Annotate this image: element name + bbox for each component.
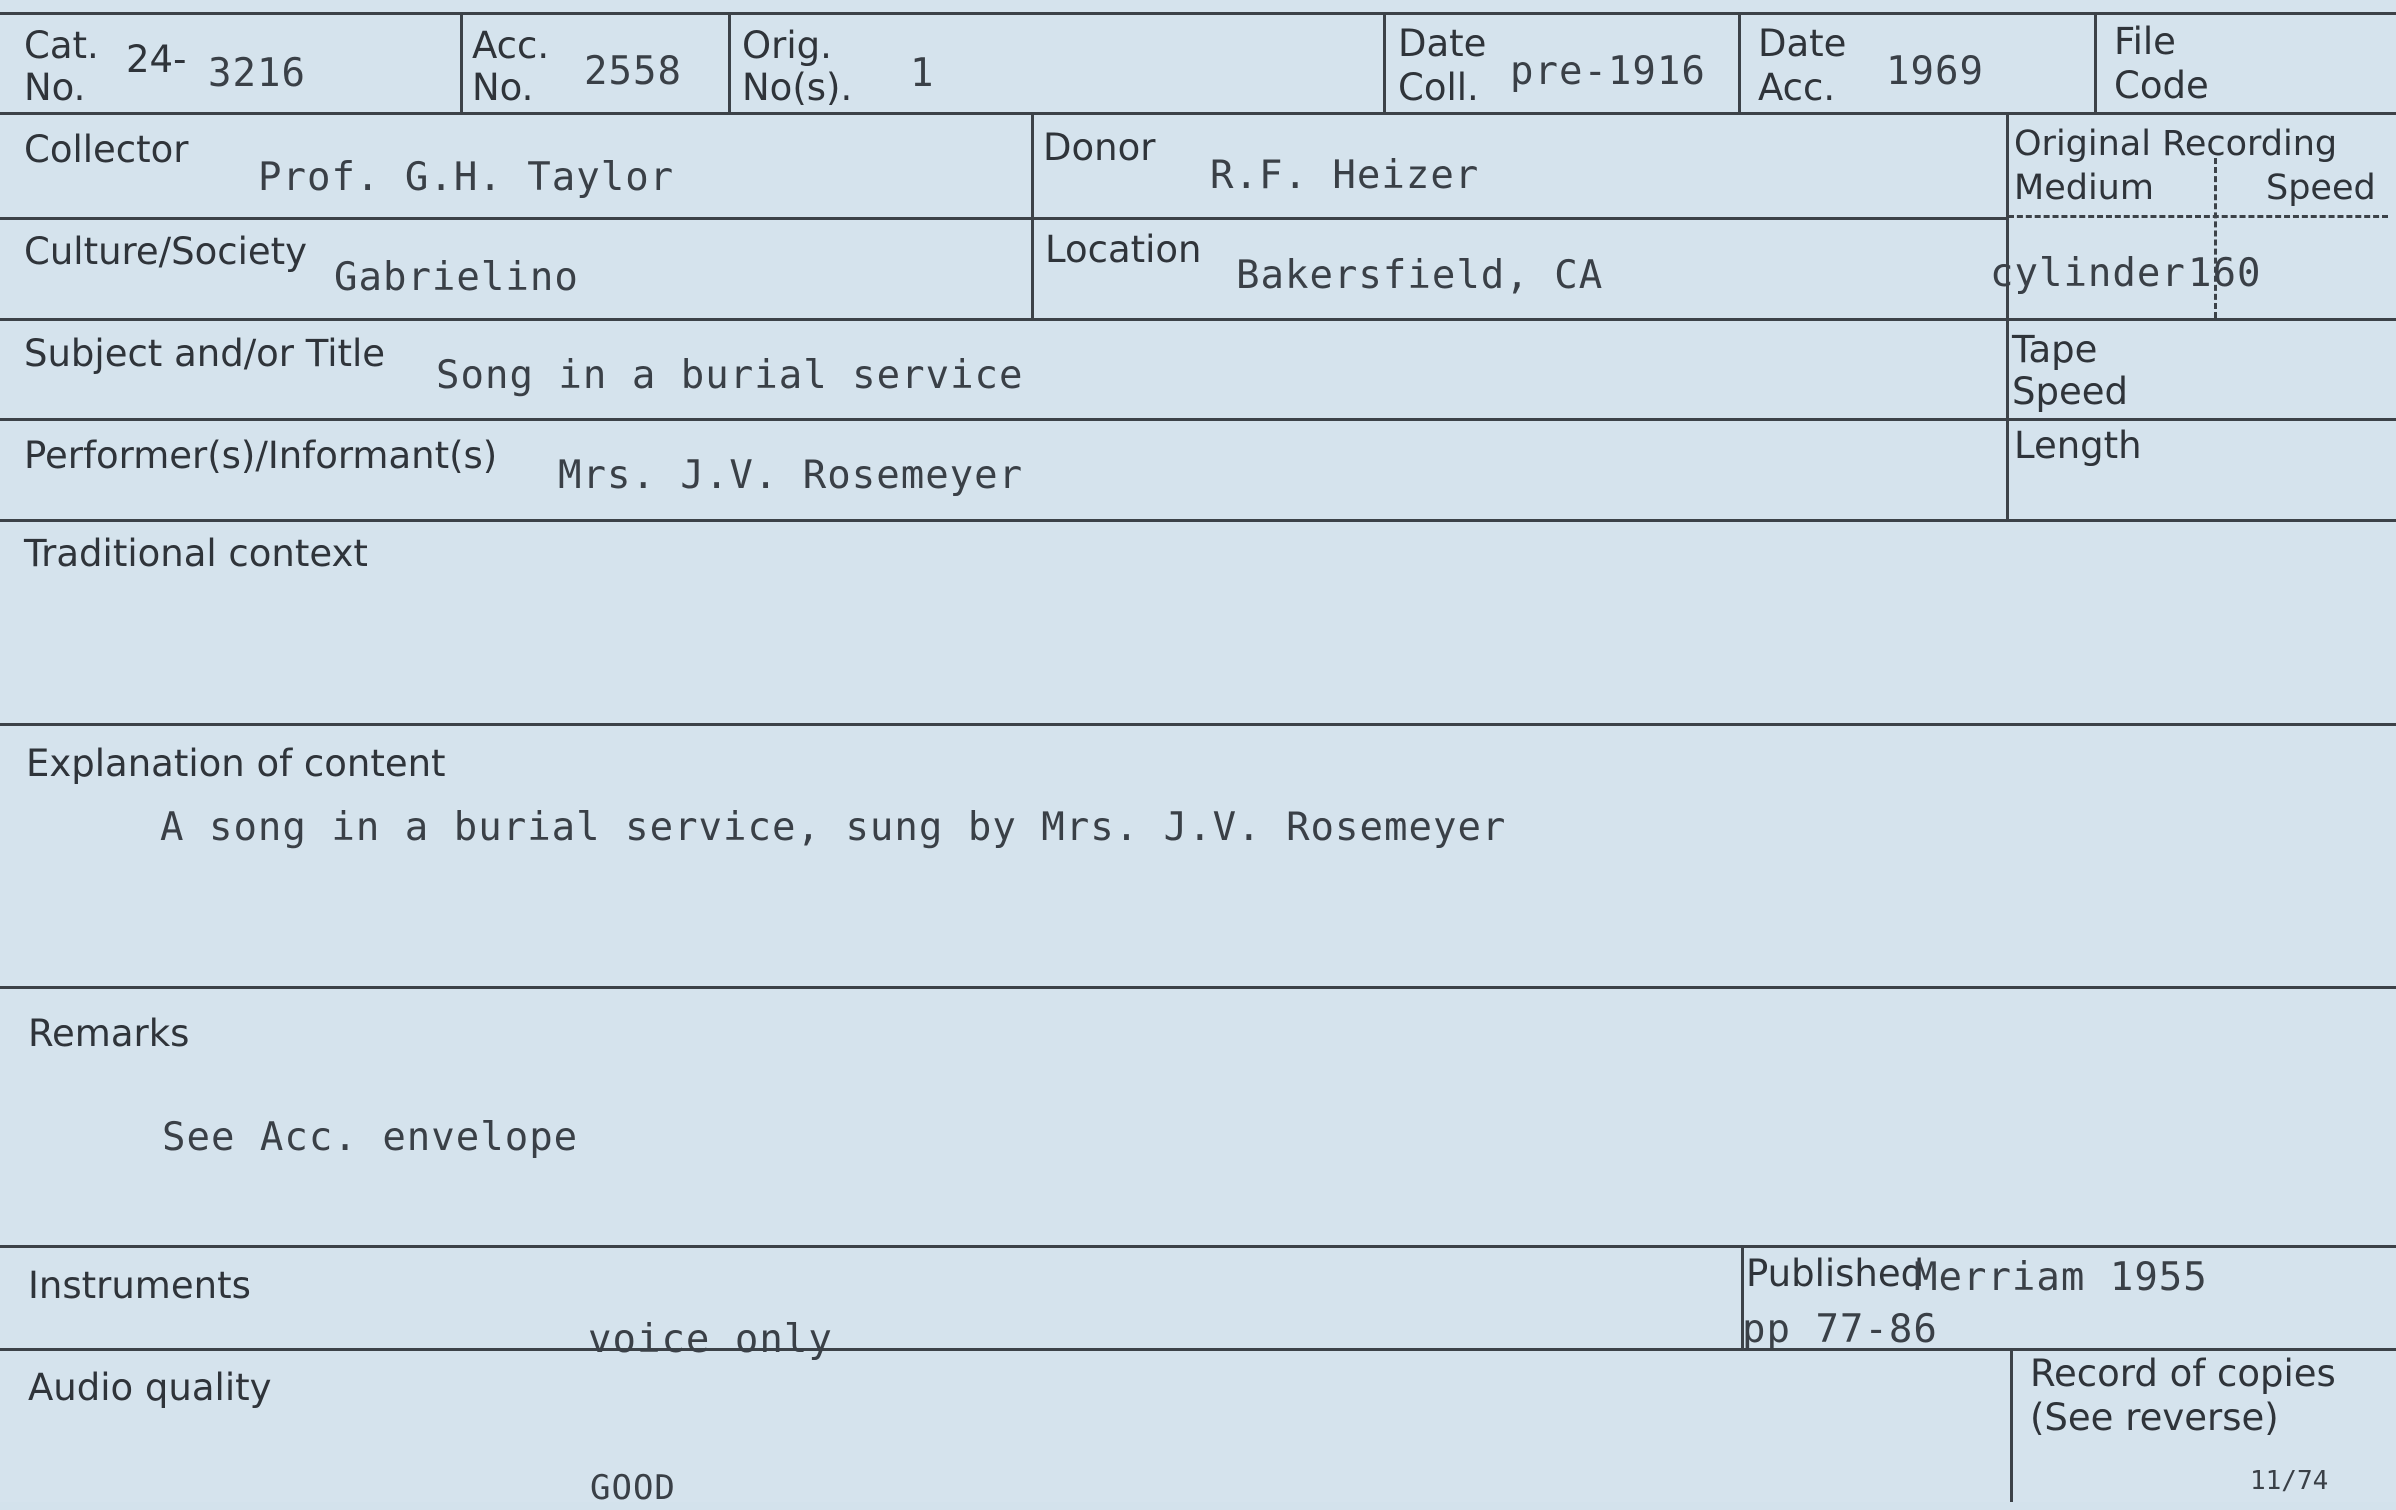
rule-remarks-bottom [0,1245,2396,1248]
collector-label: Collector [24,128,189,171]
rule-v-orig [1383,12,1386,114]
record-of-copies-date: 11/74 [2250,1466,2329,1496]
cat-prefix: 24- [126,38,187,81]
rule-recording-dashed [2008,215,2388,218]
instruments-label: Instruments [28,1264,251,1307]
acc-number: 2558 [584,49,682,94]
orig-label-2: No(s). [742,66,853,109]
donor-label: Donor [1043,126,1156,169]
tape-speed-label-2: Speed [2012,370,2128,413]
rule-v-acc [728,12,731,114]
date-coll-label-1: Date [1398,22,1487,65]
orig-label-1: Orig. [742,24,832,67]
file-code-label-1: File [2114,20,2176,63]
performer-label: Performer(s)/Informant(s) [24,434,498,477]
date-coll-label-2: Coll. [1398,66,1479,109]
collector-value: Prof. G.H. Taylor [258,155,675,200]
rule-v-copies [2010,1348,2013,1502]
rule-row2-bottom [0,217,2006,220]
audio-quality-label: Audio quality [28,1366,272,1409]
published-value-2: pp 77-86 [1742,1307,1938,1352]
length-label: Length [2014,424,2142,467]
date-coll: pre-1916 [1510,49,1706,94]
date-acc-label-1: Date [1758,22,1847,65]
speed-label: Speed [2266,168,2376,208]
published-label: Published [1746,1252,1925,1295]
rule-v-collector [1031,112,1034,320]
acc-label-1: Acc. [472,24,550,67]
instruments-value: voice only [588,1317,833,1362]
traditional-context-label: Traditional context [24,532,368,575]
rule-row4-bottom [0,418,2396,421]
remarks-value: See Acc. envelope [162,1115,579,1160]
file-code-label-2: Code [2114,64,2209,107]
record-of-copies-label-1: Record of copies [2030,1352,2336,1395]
recording-medium-value: cylinder [1990,251,2186,296]
record-of-copies-label-2: (See reverse) [2030,1396,2279,1439]
acc-label-2: No. [472,66,534,109]
rule-v-cat [460,12,463,114]
cat-number: 3216 [208,51,306,96]
rule-top [0,12,2396,15]
explanation-label: Explanation of content [26,742,446,785]
recording-speed-value: 160 [2188,251,2262,296]
rule-row1-bottom [0,112,2396,115]
subject-label: Subject and/or Title [24,332,386,375]
donor-value: R.F. Heizer [1210,153,1480,198]
cat-label-2: No. [24,66,86,109]
date-acc: 1969 [1886,49,1984,94]
rule-v-datecoll [1738,12,1741,114]
medium-label: Medium [2014,168,2154,208]
rule-explanation-bottom [0,986,2396,989]
date-acc-label-2: Acc. [1758,66,1836,109]
performer-value: Mrs. J.V. Rosemeyer [558,453,1024,498]
subject-value: Song in a burial service [436,353,1024,398]
tape-speed-label-1: Tape [2012,328,2098,371]
location-value: Bakersfield, CA [1236,253,1604,298]
culture-value: Gabrielino [334,255,579,300]
rule-instruments-bottom [0,1348,2396,1351]
rule-v-dateacc [2094,12,2097,114]
rule-context-bottom [0,723,2396,726]
rule-v-recording [2006,112,2009,521]
published-value-1: Merriam 1955 [1914,1255,2208,1300]
explanation-value: A song in a burial service, sung by Mrs. J.V. Rosemeyer [160,805,1507,850]
culture-label: Culture/Society [24,230,308,273]
location-label: Location [1045,228,1202,271]
remarks-label: Remarks [28,1012,190,1055]
original-recording-label: Original Recording [2014,124,2338,164]
rule-row3-bottom [0,318,2396,321]
rule-row5-bottom [0,519,2396,522]
cat-label-1: Cat. [24,24,99,67]
audio-quality-value: GOOD [590,1468,676,1508]
orig-number: 1 [910,51,935,96]
